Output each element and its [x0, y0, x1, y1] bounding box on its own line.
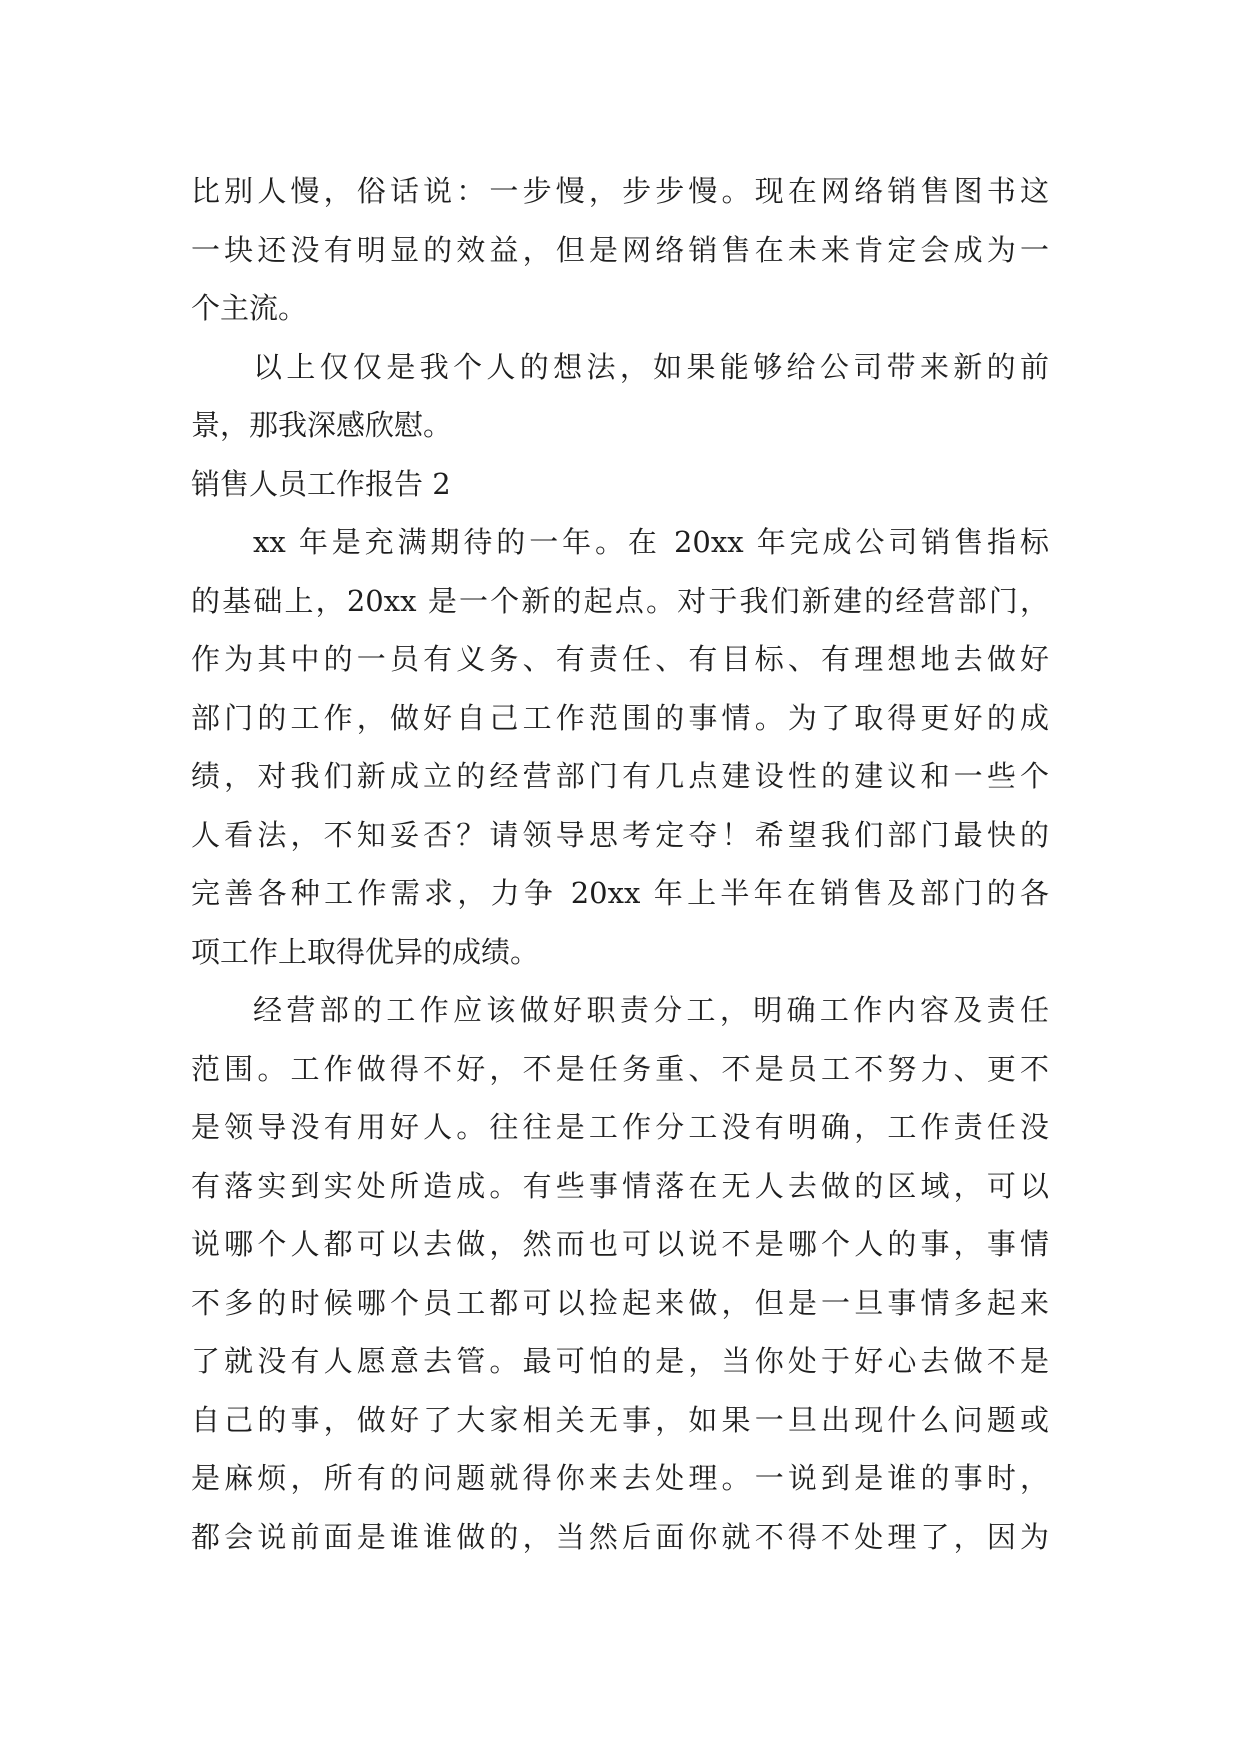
text-line: 不多的时候哪个员工都可以捡起来做，但是一旦事情多起来	[191, 1285, 1049, 1320]
text-line: 项工作上取得优异的成绩。	[191, 934, 540, 969]
text-line: 了就没有人愿意去管。最可怕的是，当你处于好心去做不是	[191, 1344, 1049, 1378]
document-body	[191, 162, 1049, 1566]
text-line: 绩，对我们新成立的经营部门有几点建设性的建议和一些个	[191, 759, 1049, 793]
text-line: 说哪个人都可以去做，然而也可以说不是哪个人的事，事情	[191, 1227, 1049, 1261]
text-line: 以上仅仅是我个人的想法，如果能够给公司带来新的前	[253, 349, 1049, 384]
text-line: 部门的工作，做好自己工作范围的事情。为了取得更好的成	[191, 700, 1049, 735]
text-line: xx 年是充满期待的一年。在 20xx 年完成公司销售指标	[253, 525, 1049, 559]
text-line: 比别人慢，俗话说：一步慢，步步慢。现在网络销售图书这	[191, 174, 1049, 208]
text-line: 个主流。	[191, 291, 308, 325]
text-line: 景，那我深感欣慰。	[191, 408, 453, 442]
section-heading: 销售人员工作报告 2	[191, 466, 451, 501]
text-line: 完善各种工作需求，力争 20xx 年上半年在销售及部门的各	[191, 876, 1049, 910]
text-line: 自己的事，做好了大家相关无事，如果一旦出现什么问题或	[191, 1402, 1049, 1437]
text-line: 人看法，不知妥否？请领导思考定夺！希望我们部门最快的	[191, 817, 1049, 852]
text-line: 的基础上，20xx 是一个新的起点。对于我们新建的经营部门，	[191, 583, 1049, 618]
text-line: 是麻烦，所有的问题就得你来去处理。一说到是谁的事时，	[191, 1461, 1049, 1495]
text-line: 有落实到实处所造成。有些事情落在无人去做的区域，可以	[191, 1168, 1049, 1203]
text-line: 是领导没有用好人。往往是工作分工没有明确，工作责任没	[191, 1110, 1049, 1144]
text-line: 都会说前面是谁谁做的，当然后面你就不得不处理了，因为	[191, 1519, 1049, 1554]
text-line: 一块还没有明显的效益，但是网络销售在未来肯定会成为一	[191, 232, 1049, 267]
text-line: 作为其中的一员有义务、有责任、有目标、有理想地去做好	[191, 642, 1049, 676]
text-line: 范围。工作做得不好，不是任务重、不是员工不努力、更不	[191, 1051, 1049, 1086]
text-line: 经营部的工作应该做好职责分工，明确工作内容及责任	[253, 993, 1049, 1027]
